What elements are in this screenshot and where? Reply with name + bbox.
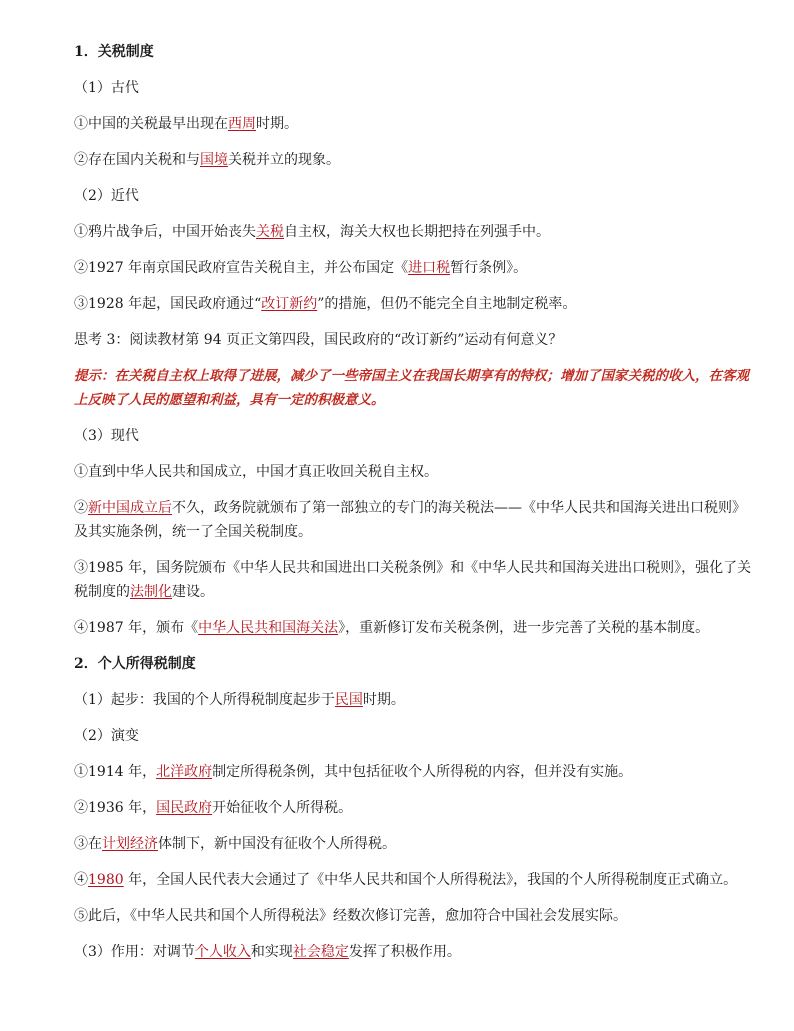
text: 开始征收个人所得税。 <box>212 800 353 816</box>
subsection-modern-label: （2）近代 <box>74 188 139 204</box>
text: 制定所得税条例，其中包括征收个人所得税的内容，但并没有实施。 <box>212 764 633 780</box>
key-term: 计划经济 <box>102 836 158 852</box>
think-question: 思考 3：阅读教材第 94 页正文第四段，国民政府的“改订新约”运动有何意义？ <box>74 332 563 348</box>
key-term: 西周 <box>228 116 256 132</box>
list-item <box>74 834 396 854</box>
text: ②1936 年， <box>74 800 157 816</box>
key-term: 进口税 <box>408 260 451 276</box>
text: ③在 <box>74 836 102 852</box>
list-item <box>74 496 754 544</box>
text: ③1928 年起，国民政府通过“ <box>74 296 262 312</box>
key-term: 改订新约 <box>261 296 318 312</box>
list-item <box>74 690 405 710</box>
key-term: 法制化 <box>130 584 172 600</box>
text: 自主权，海关大权也长期把持在列强手中。 <box>284 224 550 240</box>
text: ①鸦片战争后，中国开始丧失 <box>74 224 256 240</box>
list-item <box>74 114 298 134</box>
list-item <box>74 762 632 782</box>
text: ”的措施，但仍不能完全自主地制定税率。 <box>317 296 577 312</box>
hint-answer: 提示：在关税自主权上取得了进展，减少了一些帝国主义在我国长期享有的特权；增加了国家关税的收入，在客观上反映了人民的愿望和利益，具有一定的积极意义。 <box>74 368 749 408</box>
list-item: ⑤此后，《中华人民共和国个人所得税法》经数次修订完善，愈加符合中国社会发展实际。 <box>74 908 627 924</box>
key-term: 国民政府 <box>156 800 213 816</box>
text: ③1985 年，国务院颁布《中华人民共和国进出口关税条例》和《中华人民共和国海关进出口税则》，强化了关税制度的 <box>74 560 752 600</box>
text: 时期。 <box>362 692 405 708</box>
text: 体制下，新中国没有征收个人所得税。 <box>158 836 396 852</box>
section-title-income-tax: 2．个人所得税制度 <box>74 656 196 672</box>
section-title-customs: 1．关税制度 <box>74 44 154 60</box>
text: ①1914 年， <box>74 764 157 780</box>
text: 》，重新修订发布关税条例，进一步完善了关税的基本制度。 <box>338 620 710 636</box>
list-item <box>74 556 754 604</box>
key-term: 北洋政府 <box>156 764 213 780</box>
key-term: 民国 <box>334 692 363 708</box>
list-item <box>74 294 576 314</box>
text: 关税并立的现象。 <box>228 152 340 168</box>
key-term: 关税 <box>256 224 284 240</box>
text: 和实现 <box>250 944 293 960</box>
text: ④ <box>74 872 88 888</box>
subsection-evolution-label: （2）演变 <box>74 728 139 744</box>
list-item: ①直到中华人民共和国成立，中国才真正收回关税自主权。 <box>74 464 438 480</box>
text: 不久，政务院就颁布了第一部独立的专门的海关税法——《中华人民共和国海关进出口税则》及其实施条例，统一了全国关税制度。 <box>74 500 746 540</box>
list-item <box>74 150 340 170</box>
text: 发挥了积极作用。 <box>348 944 461 960</box>
key-term: 国境 <box>200 152 228 168</box>
text: ①中国的关税最早出现在 <box>74 116 228 132</box>
key-term: 个人收入 <box>194 944 251 960</box>
list-item <box>74 798 352 818</box>
key-term: 1980 <box>88 872 124 888</box>
list-item <box>74 870 737 890</box>
text: 时期。 <box>256 116 298 132</box>
subsection-contemporary-label: （3）现代 <box>74 428 139 444</box>
text: 建设。 <box>172 584 214 600</box>
text: ④1987 年，颁布《 <box>74 620 199 636</box>
list-item <box>74 258 527 278</box>
key-term: 社会稳定 <box>292 944 349 960</box>
text: （1）起步：我国的个人所得税制度起步于 <box>74 692 335 708</box>
list-item <box>74 618 709 638</box>
text: ②1927 年南京国民政府宣告关税自主，并公布国定《 <box>74 260 409 276</box>
text: ② <box>74 500 88 516</box>
text: 暂行条例》。 <box>450 260 528 276</box>
subsection-ancient-label: （1）古代 <box>74 80 139 96</box>
list-item <box>74 942 461 962</box>
text: 年，全国人民代表大会通过了《中华人民共和国个人所得税法》，我国的个人所得税制度正式确立。 <box>123 872 738 888</box>
text: ②存在国内关税和与 <box>74 152 200 168</box>
list-item <box>74 222 550 242</box>
key-term: 新中国成立后 <box>88 500 172 516</box>
text: （3）作用：对调节 <box>74 944 195 960</box>
key-term: 中华人民共和国海关法 <box>198 620 339 636</box>
